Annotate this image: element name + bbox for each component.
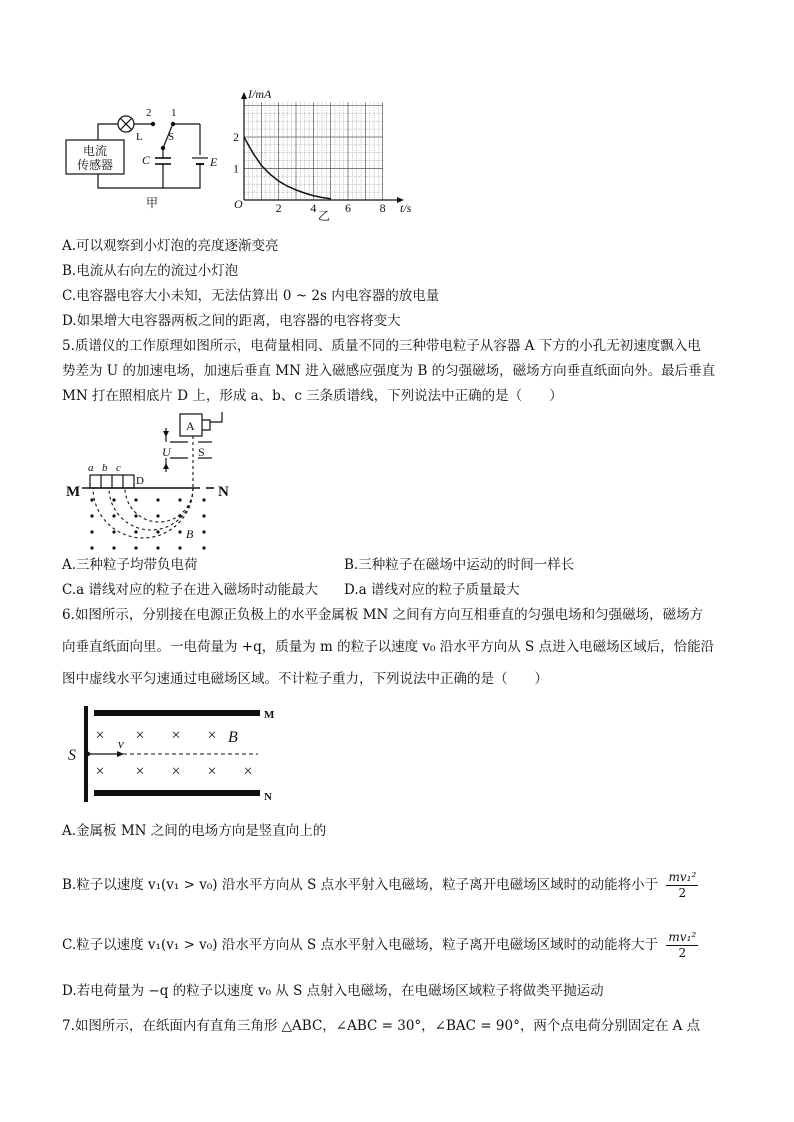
field-dot bbox=[134, 498, 137, 501]
fraction-b-den: 2 bbox=[678, 886, 687, 900]
q5-option-a: A.三种粒子均带负电荷 bbox=[62, 557, 198, 573]
chart-grid bbox=[244, 102, 383, 200]
field-dot bbox=[90, 498, 93, 501]
q5-stem-line3: MN 打在照相底片 D 上，形成 a、b、c 三条质谱线，下列说法中正确的是（ ） bbox=[62, 388, 563, 404]
field-cross: × bbox=[95, 763, 105, 780]
label-S: S bbox=[68, 747, 76, 764]
fraction-c bbox=[666, 930, 698, 961]
q4-option-d: D.如果增大电容器两板之间的距离，电容器的电容将变大 bbox=[62, 313, 401, 329]
q6-option-c-text: C.粒子以速度 v₁(v₁ > v₀) 沿水平方向从 S 点水平射入电磁场，粒子离开电磁场区域时的动能将大于 bbox=[62, 937, 659, 953]
q6-stem-line3: 图中虚线水平匀速通过电磁场区域。不计粒子重力，下列说法中正确的是（ ） bbox=[62, 671, 548, 687]
label-v: v bbox=[118, 736, 124, 751]
label-L: L bbox=[136, 131, 143, 143]
x-tick-label: 2 bbox=[275, 201, 282, 215]
field-cross: × bbox=[135, 763, 145, 780]
label-B: B bbox=[228, 729, 238, 746]
q6-stem-line1: 6.如图所示，分别接在电源正负极上的水平金属板 MN 之间有方向互相垂直的匀强电场和匀强磁场，磁场方 bbox=[62, 607, 704, 623]
label-A: A bbox=[186, 419, 195, 433]
sensor-label-2: 传感器 bbox=[76, 158, 114, 172]
q6-stem-line2: 向垂直纸面向里。一电荷量为 +q，质量为 m 的粒子以速度 v₀ 沿水平方向从 S 点进入电磁场区域后，恰能沿 bbox=[62, 639, 715, 655]
current-time-chart bbox=[226, 86, 426, 224]
fraction-b bbox=[666, 870, 698, 901]
field-dot bbox=[202, 530, 205, 533]
x-tick-label: 8 bbox=[379, 201, 386, 215]
field-dot bbox=[156, 498, 159, 501]
q6-option-b bbox=[62, 870, 698, 901]
q6-option-b-text: B.粒子以速度 v₁(v₁ > v₀) 沿水平方向从 S 点水平射入电磁场，粒子离开电磁场区域时的动能将小于 bbox=[62, 877, 659, 893]
field-dot bbox=[178, 530, 181, 533]
field-dot bbox=[134, 546, 137, 549]
caption-yi: 乙 bbox=[318, 209, 331, 223]
field-dot bbox=[202, 498, 205, 501]
fraction-c-den: 2 bbox=[678, 946, 687, 960]
label-C: C bbox=[142, 153, 151, 167]
caption-jia: 甲 bbox=[146, 196, 159, 210]
label-N: N bbox=[218, 484, 229, 500]
label-1: 1 bbox=[171, 107, 177, 119]
label-c: c bbox=[116, 462, 121, 474]
label-U: U bbox=[162, 445, 171, 459]
field-cross: × bbox=[243, 763, 253, 780]
field-dot bbox=[178, 514, 181, 517]
y-tick-label: 1 bbox=[233, 161, 239, 176]
label-S: S bbox=[198, 445, 205, 459]
field-dot bbox=[134, 530, 137, 533]
circuit-diagram-jia bbox=[60, 100, 225, 210]
chart-axes bbox=[241, 92, 404, 203]
field-cross: × bbox=[171, 763, 181, 780]
field-cross: × bbox=[207, 763, 217, 780]
crossed-field-diagram bbox=[62, 700, 282, 810]
q7-stem-line1: 7.如图所示，在纸面内有直角三角形 △ABC，∠ABC = 30°，∠BAC = 90°，两个点电荷分别固定在 A 点 bbox=[62, 1018, 701, 1034]
field-dot bbox=[156, 546, 159, 549]
q5-option-d: D.a 谱线对应的粒子质量最大 bbox=[344, 582, 520, 598]
label-B: B bbox=[186, 527, 194, 541]
field-dot bbox=[202, 546, 205, 549]
field-cross: × bbox=[135, 727, 145, 744]
q5-option-c: C.a 谱线对应的粒子在进入磁场时动能最大 bbox=[62, 582, 318, 598]
field-dot bbox=[134, 514, 137, 517]
field-dot bbox=[90, 530, 93, 533]
sensor-label-1: 电流 bbox=[82, 144, 108, 158]
field-dot bbox=[178, 498, 181, 501]
field-dot bbox=[202, 514, 205, 517]
field-dot bbox=[112, 514, 115, 517]
q4-option-b: B.电流从右向左的流过小灯泡 bbox=[62, 263, 239, 279]
x-tick-label: 4 bbox=[310, 201, 317, 215]
field-cross: × bbox=[207, 727, 217, 744]
q6-option-a: A.金属板 MN 之间的电场方向是竖直向上的 bbox=[62, 823, 327, 839]
q5-option-b: B.三种粒子在磁场中运动的时间一样长 bbox=[344, 557, 575, 573]
field-dot bbox=[156, 514, 159, 517]
field-dot bbox=[112, 498, 115, 501]
label-2: 2 bbox=[146, 107, 152, 119]
field-dot bbox=[112, 530, 115, 533]
origin-label: O bbox=[234, 197, 243, 211]
label-S: S bbox=[168, 131, 175, 143]
label-M: M bbox=[264, 709, 275, 721]
chart-ticks bbox=[233, 130, 386, 215]
label-N: N bbox=[264, 791, 272, 803]
label-b: b bbox=[102, 462, 108, 474]
field-dot bbox=[90, 546, 93, 549]
y-tick-label: 2 bbox=[233, 129, 239, 144]
x-tick-label: 6 bbox=[345, 201, 351, 215]
q4-option-c: C.电容器电容大小未知，无法估算出 0 ~ 2s 内电容器的放电量 bbox=[62, 288, 440, 304]
field-dot bbox=[112, 546, 115, 549]
x-axis-label: t/s bbox=[400, 201, 412, 215]
q5-stem-line2: 势差为 U 的加速电场，加速后垂直 MN 进入磁感应强度为 B 的匀强磁场，磁场方向垂直纸面向外。最后垂直 bbox=[62, 363, 716, 379]
field-dot bbox=[178, 546, 181, 549]
label-a: a bbox=[88, 462, 94, 474]
fraction-b-num: mv₁² bbox=[668, 870, 697, 884]
field-dot bbox=[156, 530, 159, 533]
y-axis-arrow bbox=[241, 92, 247, 99]
field-cross: × bbox=[171, 727, 181, 744]
field-dot bbox=[90, 514, 93, 517]
label-E: E bbox=[210, 155, 218, 169]
mass-spectrometer-diagram bbox=[62, 408, 242, 556]
y-axis-label: I/mA bbox=[248, 87, 272, 101]
q5-stem-line1: 5.质谱仪的工作原理如图所示，电荷量相同、质量不同的三种带电粒子从容器 A 下方的小孔无初速度飘入电 bbox=[62, 338, 701, 354]
fraction-c-num: mv₁² bbox=[668, 930, 697, 944]
q4-option-a: A.可以观察到小灯泡的亮度逐渐变亮 bbox=[62, 238, 279, 254]
q6-option-c bbox=[62, 930, 698, 961]
q6-option-d: D.若电荷量为 −q 的粒子以速度 v₀ 从 S 点射入电磁场，在电磁场区域粒子将做类平抛运动 bbox=[62, 983, 604, 999]
field-cross: × bbox=[95, 727, 105, 744]
label-M: M bbox=[66, 484, 81, 500]
label-D: D bbox=[136, 475, 144, 487]
